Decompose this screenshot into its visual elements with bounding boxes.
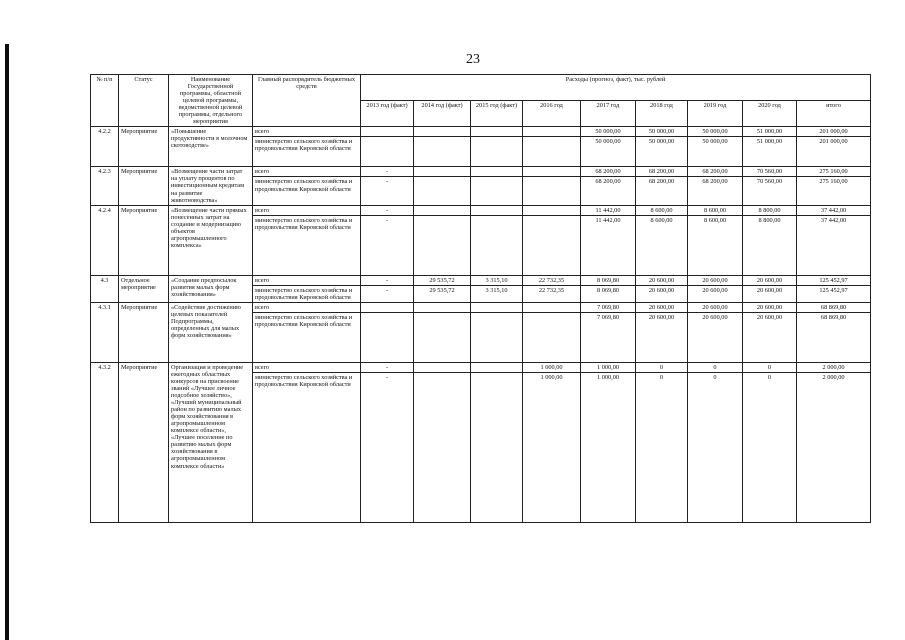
year-header: 2017 год — [581, 101, 636, 127]
agency-name: министерство сельского хозяйства и продовольствия Кировской области — [253, 312, 361, 362]
year-header: 2014 год (факт) — [414, 101, 471, 127]
value-cell — [471, 137, 523, 167]
row-number: 4.2.3 — [91, 167, 119, 205]
value-cell — [523, 137, 581, 167]
value-cell: - — [361, 275, 414, 285]
value-cell: 50 000,00 — [636, 127, 688, 137]
value-cell: 0 — [743, 362, 797, 372]
total-value-cell: 2 000,00 — [797, 372, 871, 522]
value-cell: 51 000,00 — [743, 137, 797, 167]
value-cell: 1 000,00 — [581, 362, 636, 372]
value-cell: 3 315,10 — [471, 275, 523, 285]
value-cell: - — [361, 362, 414, 372]
value-cell — [361, 302, 414, 312]
value-cell: 20 600,00 — [743, 302, 797, 312]
value-cell — [471, 312, 523, 362]
row-number: 4.3.2 — [91, 362, 119, 522]
agency-name: министерство сельского хозяйства и продовольствия Кировской области — [253, 372, 361, 522]
value-cell — [523, 177, 581, 205]
col-num-header: № п/п — [91, 75, 119, 127]
value-cell: 20 600,00 — [743, 285, 797, 302]
value-cell: 20 600,00 — [688, 285, 743, 302]
total-header: итого — [797, 101, 871, 127]
row-number: 4.3.1 — [91, 302, 119, 362]
row-name: «Возмещение части затрат на уплату процентов по инвестиционным кредитам на развитие животноводства» — [169, 167, 253, 205]
value-cell — [471, 205, 523, 215]
value-cell: 7 069,80 — [581, 302, 636, 312]
value-cell: 50 000,00 — [688, 137, 743, 167]
value-cell — [361, 127, 414, 137]
value-cell — [361, 137, 414, 167]
row-status: Мероприятие — [119, 167, 169, 205]
value-cell — [523, 215, 581, 275]
agency-name: министерство сельского хозяйства и продовольствия Кировской области — [253, 137, 361, 167]
value-cell — [471, 362, 523, 372]
col-name-header: Наименование Государственной программы, областной целевой программы, ведомственной целевой программы, отдельного мероприятия — [169, 75, 253, 127]
row-status: Мероприятие — [119, 127, 169, 167]
value-cell — [523, 302, 581, 312]
value-cell: 20 600,00 — [636, 275, 688, 285]
value-cell: 8 800,00 — [743, 215, 797, 275]
total-value-cell: 68 869,80 — [797, 312, 871, 362]
value-cell: 11 442,00 — [581, 215, 636, 275]
value-cell — [471, 302, 523, 312]
value-cell: 8 600,00 — [688, 215, 743, 275]
value-cell — [523, 205, 581, 215]
table-row — [91, 302, 871, 312]
value-cell: - — [361, 177, 414, 205]
col-distributor-header: Главный распорядитель бюджетных средств — [253, 75, 361, 127]
value-cell: 0 — [743, 372, 797, 522]
row-status: Мероприятие — [119, 362, 169, 522]
table-row — [91, 127, 871, 137]
value-cell: 50 000,00 — [581, 127, 636, 137]
year-header: 2020 год — [743, 101, 797, 127]
value-cell — [414, 302, 471, 312]
value-cell: 20 600,00 — [688, 312, 743, 362]
value-cell: 1 000,00 — [523, 372, 581, 522]
value-cell: 70 560,00 — [743, 167, 797, 177]
value-cell: 68 200,00 — [688, 167, 743, 177]
value-cell — [414, 362, 471, 372]
value-cell: 20 600,00 — [743, 312, 797, 362]
value-cell: 8 600,00 — [636, 205, 688, 215]
value-cell: 0 — [688, 362, 743, 372]
value-cell: 50 000,00 — [581, 137, 636, 167]
table-row — [91, 205, 871, 215]
value-cell: 8 069,80 — [581, 285, 636, 302]
value-cell: 8 800,00 — [743, 205, 797, 215]
agency-total-label: всего — [253, 127, 361, 137]
total-value-cell: 125 452,97 — [797, 285, 871, 302]
table-row — [91, 362, 871, 372]
value-cell: 0 — [636, 362, 688, 372]
value-cell: 29 535,72 — [414, 275, 471, 285]
total-value-cell: 275 160,00 — [797, 167, 871, 177]
row-name: Организация и проведение ежегодных областных конкурсов на присвоение званий «Лучшее личное подсобное хозяйство», «Лучший муниципальный район по развитию малых форм хозяйствования в агропромышленном комплексе области», «Лучшее поселение по развитию малых форм хозяйствования в агропромышленном комплексе области» — [169, 362, 253, 522]
value-cell: 22 732,35 — [523, 275, 581, 285]
value-cell: 51 000,00 — [743, 127, 797, 137]
value-cell: 8 069,80 — [581, 275, 636, 285]
total-value-cell: 201 000,00 — [797, 137, 871, 167]
header-row-1 — [91, 75, 871, 101]
value-cell: 68 200,00 — [636, 167, 688, 177]
value-cell: 20 600,00 — [688, 302, 743, 312]
row-name: «Создание предпосылок развития малых форм хозяйствования» — [169, 275, 253, 302]
col-expenses-header: Расходы (прогноз, факт), тыс. рублей — [361, 75, 871, 101]
value-cell: 1 000,00 — [581, 372, 636, 522]
table-row — [91, 167, 871, 177]
row-name: «Возмещение части прямых понесенных затрат на создание и модернизацию объектов агропромышленного комплекса» — [169, 205, 253, 275]
total-value-cell: 125 452,97 — [797, 275, 871, 285]
value-cell: 68 200,00 — [688, 177, 743, 205]
value-cell — [414, 205, 471, 215]
value-cell: 50 000,00 — [688, 127, 743, 137]
value-cell — [523, 312, 581, 362]
agency-total-label: всего — [253, 275, 361, 285]
col-status-header: Статус — [119, 75, 169, 127]
value-cell: 68 200,00 — [636, 177, 688, 205]
row-name: «Содействие достижению целевых показателей Подпрограммы, определенных для малых форм хозяйствования» — [169, 302, 253, 362]
row-status: Мероприятие — [119, 302, 169, 362]
value-cell: 3 315,10 — [471, 285, 523, 302]
agency-total-label: всего — [253, 205, 361, 215]
page-number: 23 — [466, 52, 480, 67]
row-status: Отдельное мероприятие — [119, 275, 169, 302]
value-cell — [471, 372, 523, 522]
value-cell — [471, 167, 523, 177]
row-number: 4.2.4 — [91, 205, 119, 275]
value-cell: 20 600,00 — [743, 275, 797, 285]
value-cell: 20 600,00 — [688, 275, 743, 285]
value-cell: - — [361, 285, 414, 302]
value-cell — [414, 372, 471, 522]
agency-name: министерство сельского хозяйства и продовольствия Кировской области — [253, 215, 361, 275]
value-cell: 20 600,00 — [636, 302, 688, 312]
value-cell — [361, 312, 414, 362]
budget-table — [90, 74, 871, 523]
total-value-cell: 68 869,80 — [797, 302, 871, 312]
value-cell — [471, 215, 523, 275]
year-header: 2016 год — [523, 101, 581, 127]
value-cell: 0 — [688, 372, 743, 522]
table-row — [91, 275, 871, 285]
value-cell — [414, 127, 471, 137]
value-cell: - — [361, 167, 414, 177]
total-value-cell: 37 442,00 — [797, 215, 871, 275]
value-cell — [471, 127, 523, 137]
value-cell: - — [361, 205, 414, 215]
value-cell — [471, 177, 523, 205]
row-status: Мероприятие — [119, 205, 169, 275]
value-cell: 7 069,80 — [581, 312, 636, 362]
value-cell — [523, 167, 581, 177]
value-cell: 8 600,00 — [688, 205, 743, 215]
year-header: 2013 год (факт) — [361, 101, 414, 127]
agency-name: министерство сельского хозяйства и продовольствия Кировской области — [253, 177, 361, 205]
value-cell — [414, 137, 471, 167]
row-name: «Повышение продуктивности в молочном скотоводстве» — [169, 127, 253, 167]
agency-name: министерство сельского хозяйства и продовольствия Кировской области — [253, 285, 361, 302]
value-cell: - — [361, 372, 414, 522]
scan-left-border — [5, 44, 9, 640]
total-value-cell: 2 000,00 — [797, 362, 871, 372]
value-cell: 29 535,72 — [414, 285, 471, 302]
value-cell: 20 600,00 — [636, 285, 688, 302]
value-cell: 1 000,00 — [523, 362, 581, 372]
value-cell: 8 600,00 — [636, 215, 688, 275]
total-value-cell: 37 442,00 — [797, 205, 871, 215]
total-value-cell: 201 000,00 — [797, 127, 871, 137]
value-cell — [414, 312, 471, 362]
year-header: 2015 год (факт) — [471, 101, 523, 127]
value-cell: 11 442,00 — [581, 205, 636, 215]
value-cell: - — [361, 215, 414, 275]
value-cell — [414, 167, 471, 177]
agency-total-label: всего — [253, 167, 361, 177]
value-cell: 70 560,00 — [743, 177, 797, 205]
value-cell: 20 600,00 — [636, 312, 688, 362]
value-cell: 0 — [636, 372, 688, 522]
total-value-cell: 275 160,00 — [797, 177, 871, 205]
value-cell: 68 200,00 — [581, 177, 636, 205]
year-header: 2018 год — [636, 101, 688, 127]
row-number: 4.3 — [91, 275, 119, 302]
table-body — [91, 127, 871, 523]
value-cell: 50 000,00 — [636, 137, 688, 167]
value-cell — [414, 215, 471, 275]
value-cell: 68 200,00 — [581, 167, 636, 177]
row-number: 4.2.2 — [91, 127, 119, 167]
value-cell: 22 732,35 — [523, 285, 581, 302]
year-header: 2019 год — [688, 101, 743, 127]
agency-total-label: всего — [253, 302, 361, 312]
value-cell — [523, 127, 581, 137]
value-cell — [414, 177, 471, 205]
agency-total-label: всего — [253, 362, 361, 372]
